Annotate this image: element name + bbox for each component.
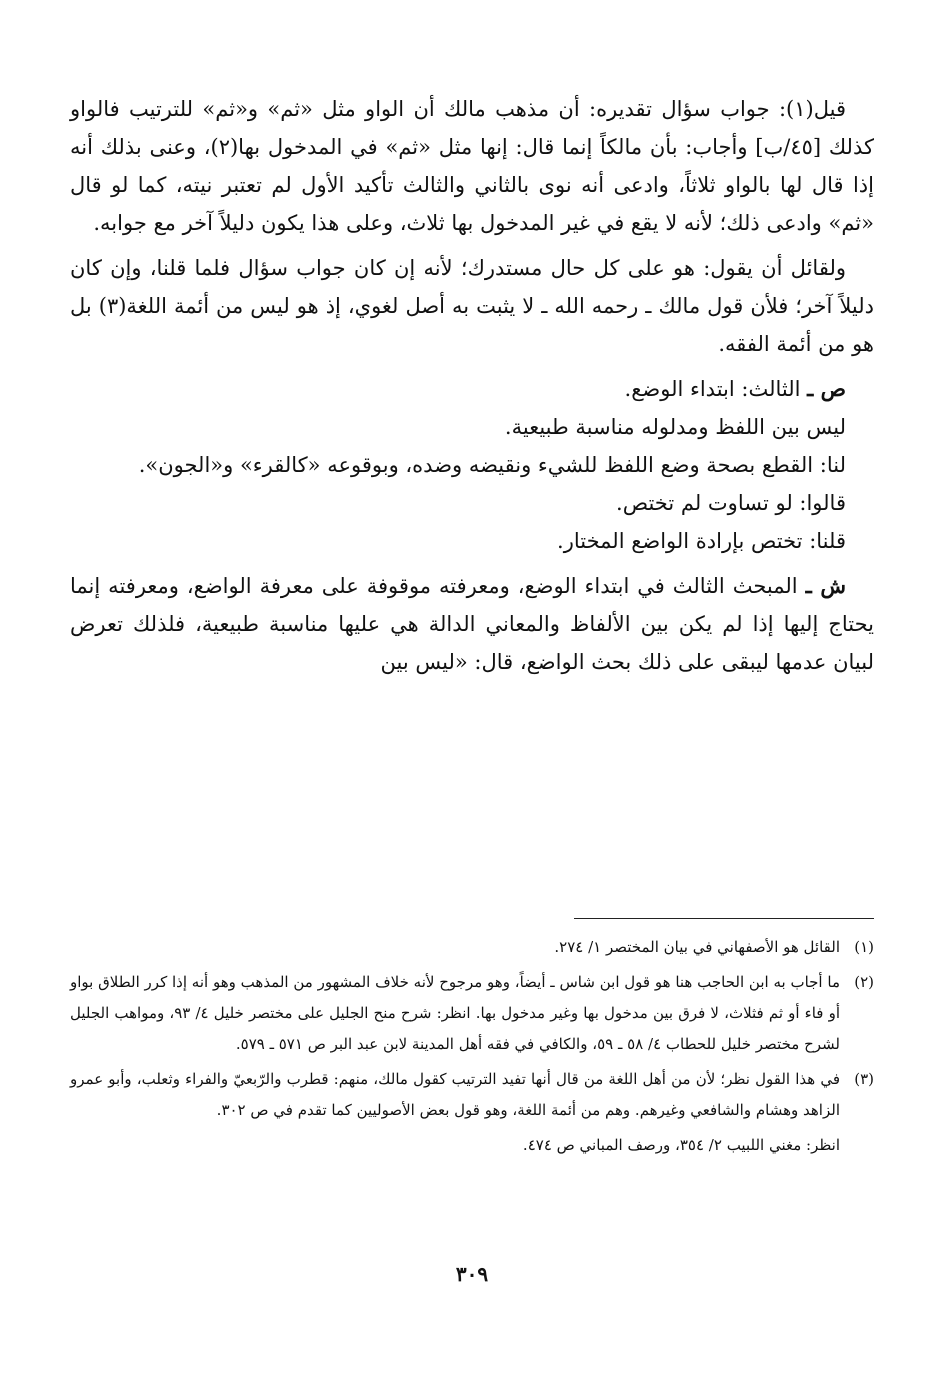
section-heading-line	[70, 370, 874, 408]
footnote-text: القائل هو الأصفهاني في بيان المختصر ١/ ٢٧٤.	[554, 938, 840, 956]
footnote-number: (٣)	[854, 1070, 874, 1088]
footnote-divider	[574, 918, 874, 919]
text-line: ليس بين اللفظ ومدلوله مناسبة طبيعية.	[504, 415, 846, 439]
commentary-text: المبحث الثالث في ابتداء الوضع، ومعرفته موقوفة على معرفة الواضع، ومعرفته إنما يحتاج إليها إذا لم يكن بين الألفاظ والمعاني الدالة هي عليها مناسبة طبيعية، فلذلك تعرض لبيان عدمها ليبقى على ذلك بحث الواضع، قال: «ليس بين	[70, 574, 874, 674]
text-line: قلنا: تختص بإرادة الواضع المختار.	[557, 529, 846, 553]
footnote-3-continuation: انظر: مغني اللبيب ٢/ ٣٥٤، ورصف المباني ص ٤٧٤.	[522, 1136, 840, 1154]
page-number: ٣٠٩	[455, 1262, 489, 1286]
sad-marker: ص ـ	[807, 376, 846, 401]
footnotes	[70, 932, 874, 1161]
footnote-number: (٢)	[854, 973, 874, 991]
main-text	[70, 90, 874, 681]
commentary-paragraph	[70, 567, 874, 681]
shin-marker: ش ـ	[805, 573, 846, 598]
footnote-number: (١)	[854, 938, 874, 956]
footnote-1	[70, 932, 874, 963]
footnote-2	[70, 967, 874, 1060]
paragraph-1: قيل(١): جواب سؤال تقديره: أن مذهب مالك أن الواو مثل «ثم» و«ثم» للترتيب فالواو كذلك [٤٥/ب] وأجاب: بأن مالكاً إنما قال: إنها مثل «ثم» في المدخول بها(٢)، وعنى بذلك أنه إذا قال لها بالواو ثلاثاً، وادعى أنه نوى بالثاني والثالث تأكيد الأول لم تعتبر نيته، كما لو قال «ثم» وادعى ذلك؛ لأنه لا يقع في غير المدخول بها ثلاث، وعلى هذا يكون دليلاً آخر مع جوابه.	[70, 97, 874, 235]
paragraph-2: ولقائل أن يقول: هو على كل حال مستدرك؛ لأنه إن كان جواب سؤال فلما قلنا، وإن كان دليلاً آخر؛ فلأن قول مالك ـ رحمه الله ـ لا يثبت به أصل لغوي، إذ هو ليس من أئمة اللغة(٣) بل هو من أئمة الفقه.	[70, 256, 874, 356]
footnote-text: ما أجاب به ابن الحاجب هنا هو قول ابن شاس ـ أيضاً، وهو مرجوح لأنه خلاف المشهور من المذهب وهو أنه إذا كرر الطلاق بواو أو فاء أو ثم فثلاث، لا فرق بين مدخول بها وغير مدخول بها. انظر: شرح منح الجليل على مختصر خليل ٤/ ٩٣، ومواهب الجليل لشرح مختصر خليل للحطاب ٤/ ٥٨ ـ ٥٩، والكافي في فقه أهل المدينة لابن عبد البر ص ٥٧١ ـ ٥٧٩.	[70, 973, 840, 1053]
section-title: الثالث: ابتداء الوضع.	[624, 377, 808, 401]
footnote-3	[70, 1064, 874, 1126]
footnote-text: في هذا القول نظر؛ لأن من أهل اللغة من قال أنها تفيد الترتيب كقول مالك، منهم: قطرب والرّبعيّ والفراء وثعلب، وأبو عمرو الزاهد وهشام والشافعي وغيرهم. وهم من أئمة اللغة، وهو قول بعض الأصوليين كما تقدم في ص ٣٠٢.	[70, 1070, 840, 1119]
text-line: لنا: القطع بصحة وضع اللفظ للشيء ونقيضه وضده، وبوقوعه «كالقرء» و«الجون».	[138, 453, 846, 477]
text-line: قالوا: لو تساوت لم تختص.	[616, 491, 846, 515]
